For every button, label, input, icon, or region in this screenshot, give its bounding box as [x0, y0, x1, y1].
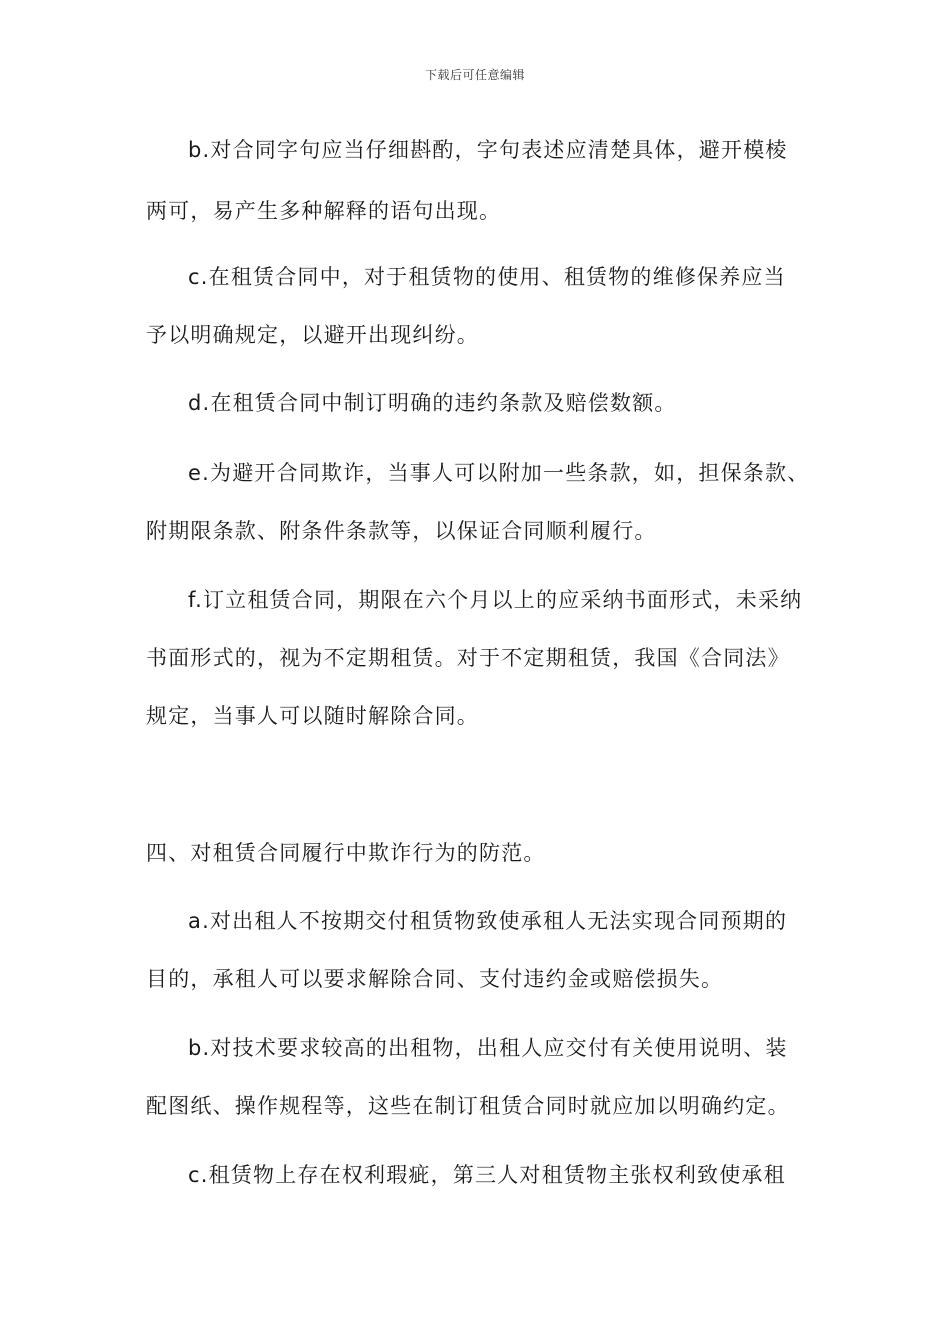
paragraph-line: a.对出租人不按期交付租赁物致使承租人无法实现合同预期的	[188, 909, 788, 933]
paragraph-line: 两可，易产生多种解释的语句出现。	[146, 199, 502, 223]
paragraph-line: 附期限条款、附条件条款等，以保证合同顺利履行。	[146, 519, 657, 543]
section-heading: 四、对租赁合同履行中欺诈行为的防范。	[146, 841, 546, 865]
paragraph-line: f.订立租赁合同，期限在六个月以上的应采纳书面形式，未采纳	[188, 588, 803, 612]
page-header: 下载后可任意编辑	[424, 68, 525, 82]
paragraph-line: 书面形式的，视为不定期租赁。对于不定期租赁，我国《合同法》	[146, 646, 790, 670]
paragraph-line: 规定，当事人可以随时解除合同。	[146, 704, 479, 728]
paragraph-line: 目的，承租人可以要求解除合同、支付违约金或赔偿损失。	[146, 967, 724, 991]
paragraph-line: b.对合同字句应当仔细斟酌，字句表述应清楚具体，避开模棱	[188, 138, 788, 162]
paragraph-line: c.租赁物上存在权利瑕疵，第三人对租赁物主张权利致使承租	[188, 1163, 786, 1187]
paragraph-line: c.在租赁合同中，对于租赁物的使用、租赁物的维修保养应当	[188, 265, 786, 289]
paragraph-line: e.为避开合同欺诈，当事人可以附加一些条款，如，担保条款、	[188, 461, 810, 485]
paragraph-line: d.在租赁合同中制订明确的违约条款及赔偿数额。	[188, 391, 677, 415]
paragraph-line: 配图纸、操作规程等，这些在制订租赁合同时就应加以明确约定。	[146, 1094, 790, 1118]
paragraph-line: 予以明确规定，以避开出现纠纷。	[146, 323, 479, 347]
paragraph-line: b.对技术要求较高的出租物，出租人应交付有关使用说明、装	[188, 1036, 788, 1060]
